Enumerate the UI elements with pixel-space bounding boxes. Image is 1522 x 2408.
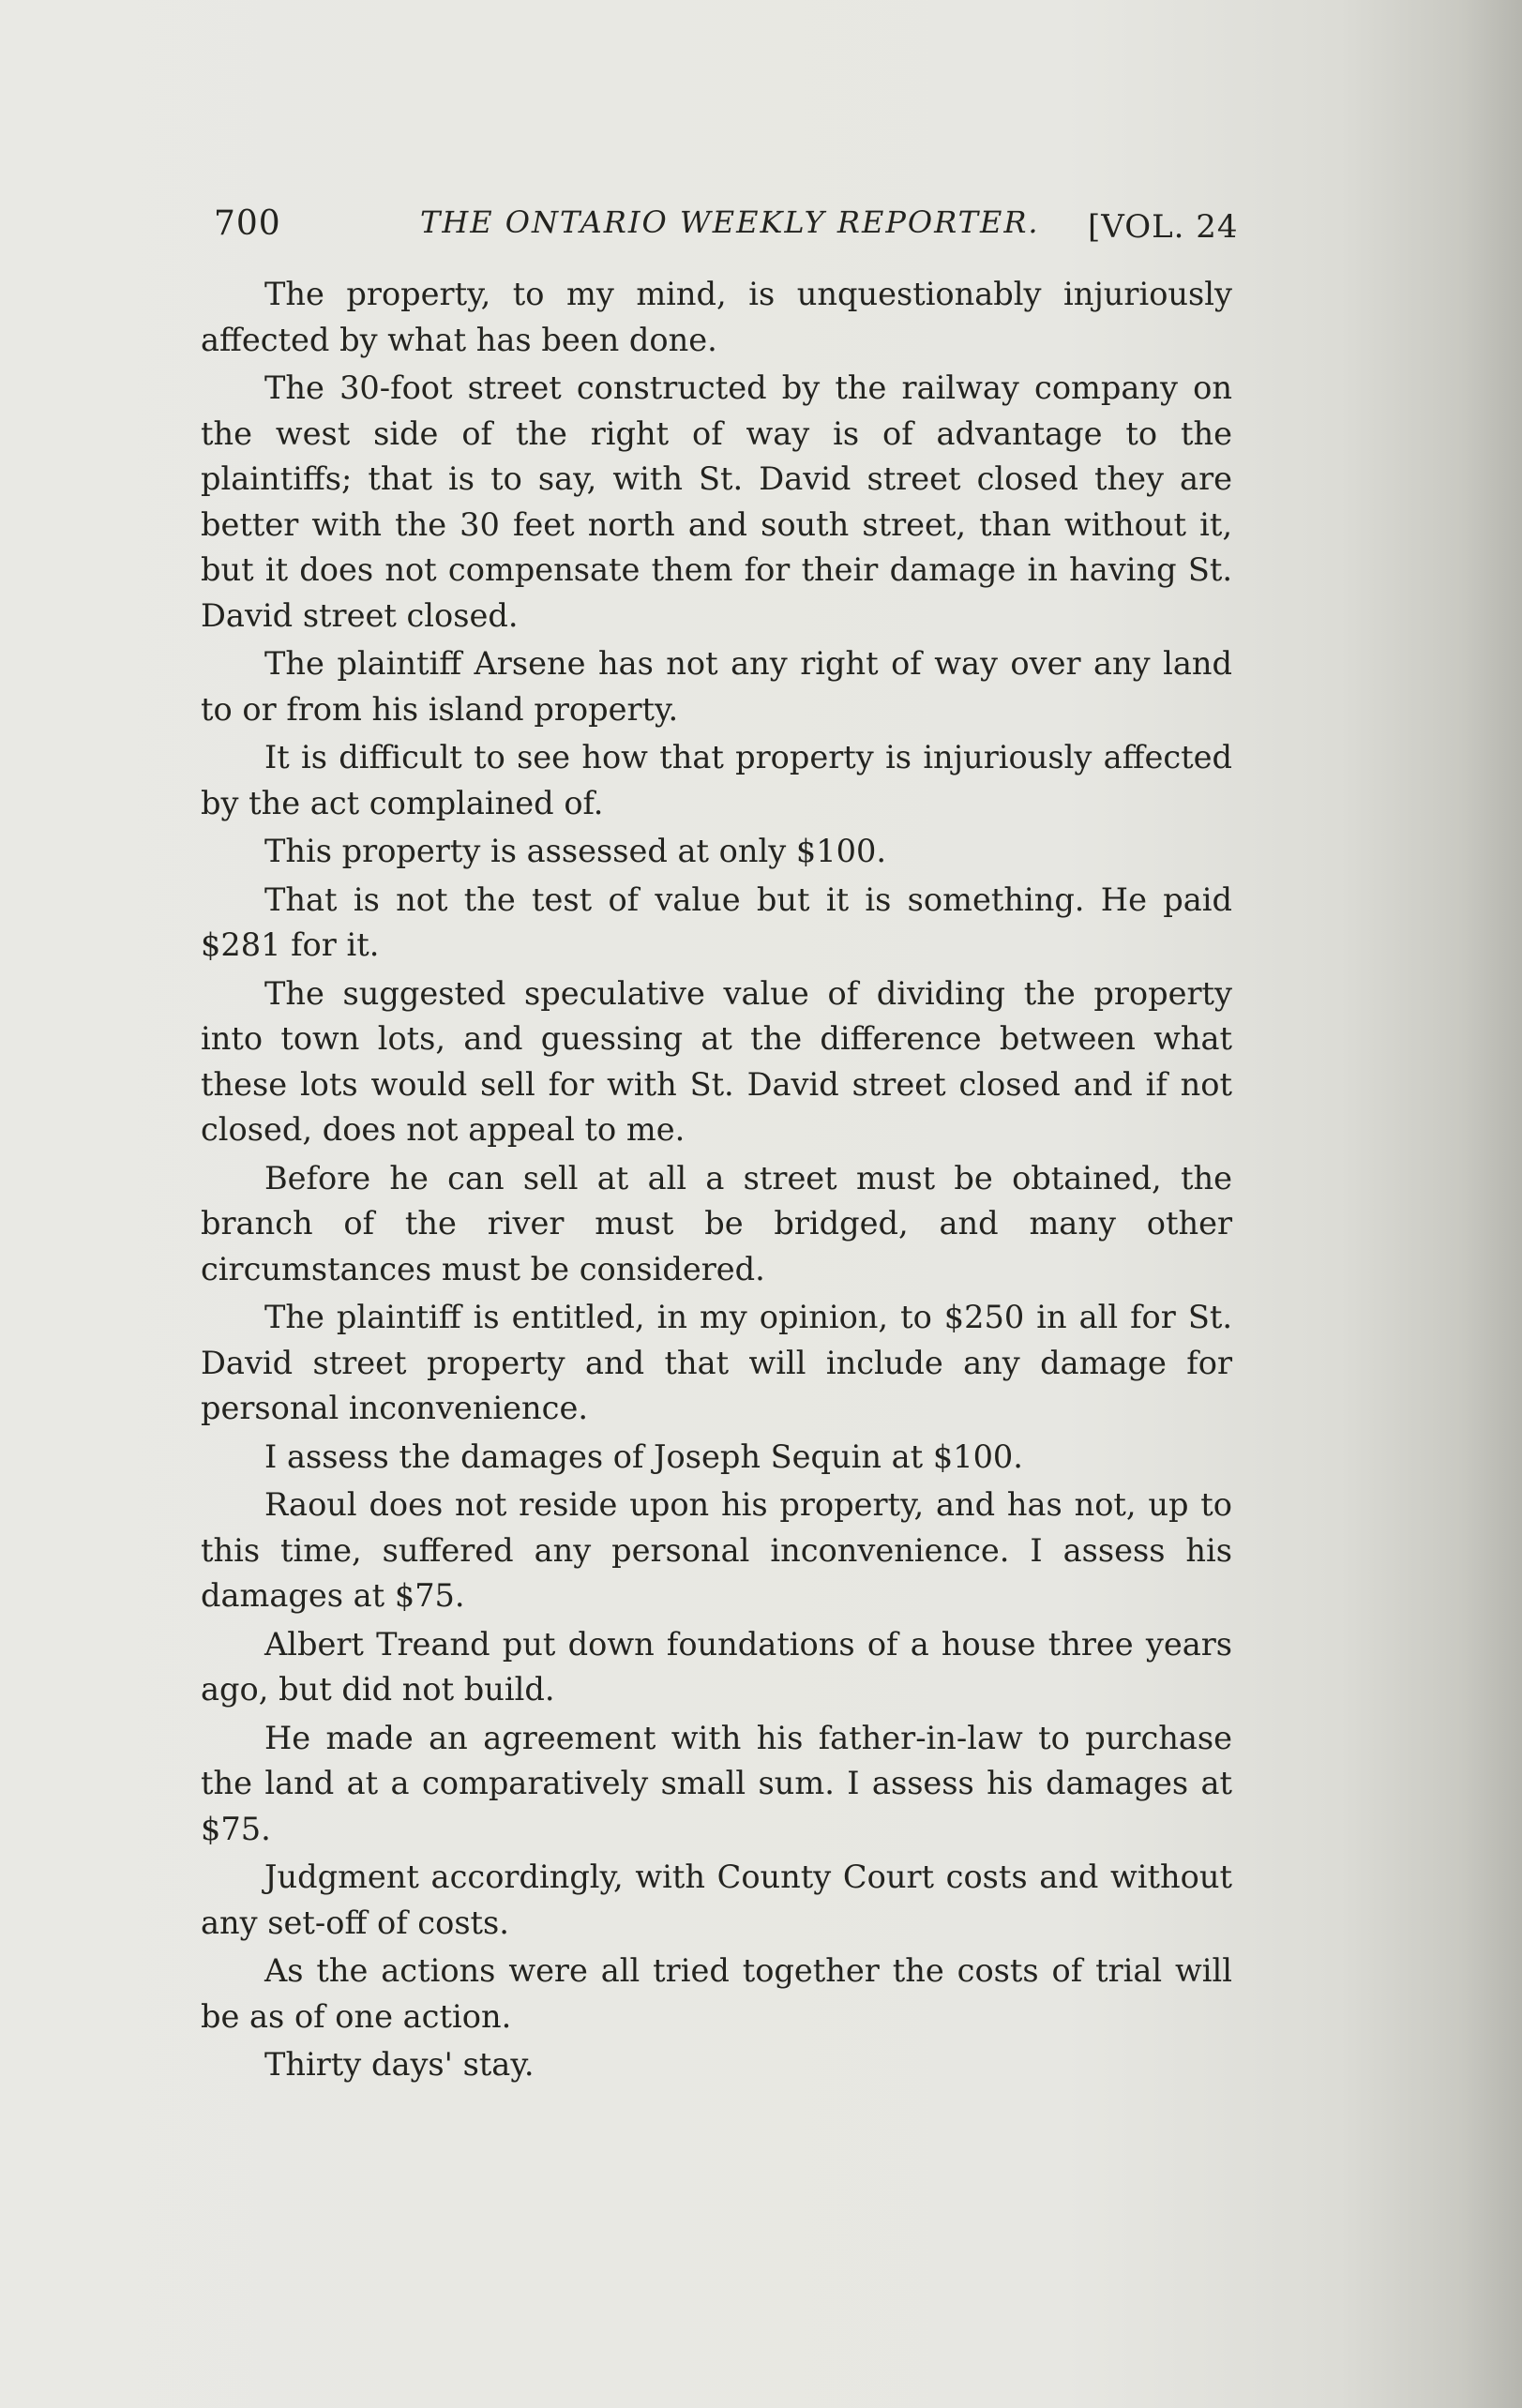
- page-header: [214, 197, 1245, 253]
- paragraph: The suggested speculative value of dividing the property into town lots, and guessing at the difference between what these lots would sell for with St. David street closed and if not closed, does not appeal to me.: [201, 974, 1232, 1148]
- body-text: [201, 272, 1232, 2091]
- paragraph: The property, to my mind, is unquestionably injuriously affected by what has been done.: [201, 276, 1232, 358]
- page-number: 700: [214, 204, 281, 243]
- paragraph: The plaintiff Arsene has not any right of way over any land to or from his island property.: [201, 645, 1232, 728]
- paragraph: It is difficult to see how that property is injuriously affected by the act complained of.: [201, 739, 1232, 821]
- paragraph: I assess the damages of Joseph Sequin at $100.: [264, 1437, 1023, 1475]
- paragraph: The 30-foot street constructed by the railway company on the west side of the right of way is of advantage to the plaintiffs; that is to say, with St. David street closed they are better with the 30 feet north and south street, than without it, but it does not compensate them for their damage in having St. David street closed.: [201, 369, 1232, 634]
- paragraph: Raoul does not reside upon his property, and has not, up to this time, suffered any personal inconvenience. I assess his damages at $75.: [201, 1486, 1232, 1614]
- paragraph: Before he can sell at all a street must be obtained, the branch of the river must be bridged, and many other circumstances must be considered.: [201, 1159, 1232, 1287]
- paragraph: As the actions were all tried together the costs of trial will be as of one action.: [201, 1952, 1232, 2035]
- paragraph: Albert Treand put down foundations of a house three years ago, but did not build.: [201, 1625, 1232, 1708]
- paragraph: That is not the test of value but it is something. He paid $281 for it.: [201, 880, 1232, 963]
- paragraph: The plaintiff is entitled, in my opinion, to $250 in all for St. David street property and that will include any damage for personal inconvenience.: [201, 1299, 1232, 1426]
- paragraph: He made an agreement with his father-in-law to purchase the land at a comparatively small sum. I assess his damages at $75.: [201, 1719, 1232, 1847]
- running-title: THE ONTARIO WEEKLY REPORTER.: [420, 204, 1040, 240]
- paragraph: Thirty days' stay.: [264, 2046, 535, 2083]
- paragraph: This property is assessed at only $100.: [264, 833, 887, 869]
- volume-label: [VOL. 24: [1088, 208, 1239, 246]
- paragraph: Judgment accordingly, with County Court costs and without any set-off of costs.: [201, 1859, 1232, 1941]
